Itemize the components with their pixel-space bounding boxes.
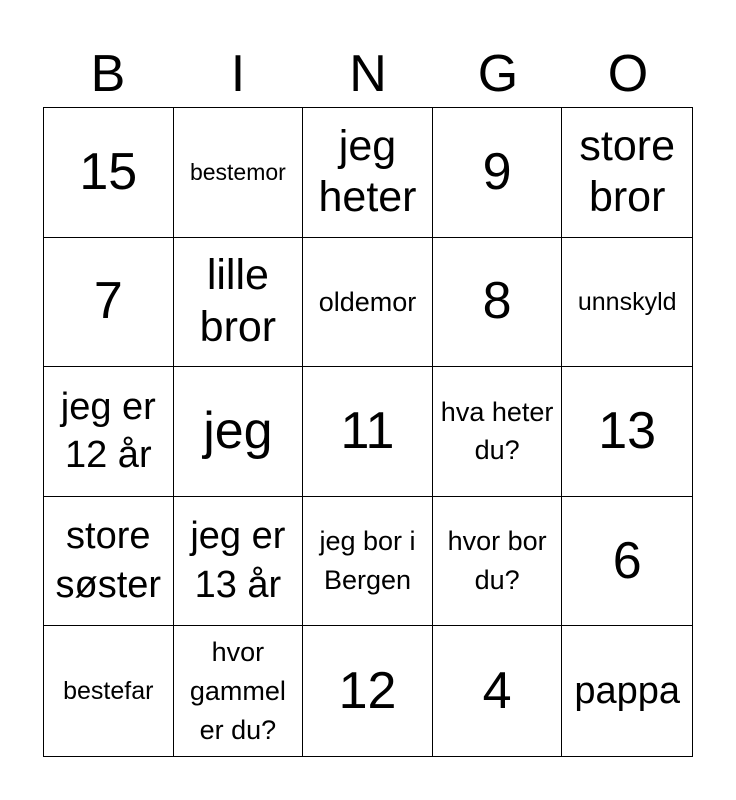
bingo-cell[interactable]	[433, 497, 563, 627]
bingo-cell[interactable]	[44, 497, 174, 627]
bingo-cell[interactable]	[44, 108, 174, 238]
bingo-cell-text: 12	[338, 661, 397, 720]
bingo-cell-text: bestemor	[189, 158, 286, 185]
bingo-cell[interactable]	[303, 626, 433, 756]
bingo-cell-text: 7	[93, 272, 123, 331]
bingo-cell[interactable]	[562, 626, 692, 756]
bingo-cell[interactable]	[174, 626, 304, 756]
bingo-cell[interactable]	[562, 238, 692, 368]
bingo-cell-text: jeg er 12 år	[60, 385, 156, 477]
bingo-header	[43, 42, 693, 106]
bingo-card-grid	[43, 107, 693, 757]
bingo-cell-text: store bror	[579, 121, 675, 222]
bingo-cell-text: store søster	[55, 515, 162, 607]
bingo-cell-text: jeg	[203, 401, 273, 460]
bingo-cell[interactable]	[44, 367, 174, 497]
bingo-cell[interactable]	[303, 238, 433, 368]
header-letter-i: I	[230, 45, 246, 103]
bingo-cell-text: lille bror	[199, 251, 277, 351]
bingo-cell[interactable]	[433, 626, 563, 756]
bingo-cell[interactable]	[303, 108, 433, 238]
header-letter-g: G	[477, 45, 519, 103]
header-letter-b: B	[90, 45, 126, 103]
bingo-cell[interactable]	[562, 108, 692, 238]
bingo-cell-text: 6	[612, 531, 642, 590]
bingo-cell[interactable]	[174, 497, 304, 627]
bingo-cell[interactable]	[433, 108, 563, 238]
bingo-cell-text: bestefar	[63, 676, 154, 705]
bingo-cell-text: unnskyld	[577, 287, 677, 316]
bingo-cell[interactable]	[44, 626, 174, 756]
bingo-cell[interactable]	[562, 497, 692, 627]
bingo-cell-text: jeg bor i Bergen	[319, 526, 416, 596]
bingo-cell[interactable]	[44, 238, 174, 368]
bingo-cell-text: hvor bor du?	[447, 526, 547, 596]
bingo-cell-text: hva heter du?	[440, 396, 554, 466]
bingo-cell-text: oldemor	[318, 286, 417, 317]
bingo-cell-text: 11	[340, 401, 395, 460]
bingo-cell[interactable]	[174, 108, 304, 238]
bingo-cell-text: hvor gammel er du?	[189, 637, 286, 745]
header-letter-n: N	[349, 45, 387, 103]
bingo-cell-text: 4	[482, 661, 512, 720]
bingo-cell-text: jeg heter	[318, 121, 417, 222]
bingo-cell[interactable]	[562, 367, 692, 497]
bingo-cell-text: 13	[598, 401, 657, 460]
bingo-cell-text: 9	[482, 142, 512, 201]
header-letter-o: O	[607, 45, 649, 103]
bingo-cell[interactable]	[433, 367, 563, 497]
bingo-cell[interactable]	[303, 367, 433, 497]
bingo-cell[interactable]	[303, 497, 433, 627]
bingo-cell[interactable]	[174, 367, 304, 497]
bingo-cell[interactable]	[174, 238, 304, 368]
bingo-cell-text: pappa	[574, 669, 681, 712]
bingo-cell-text: 8	[482, 272, 512, 331]
bingo-cell-text: 15	[79, 142, 138, 201]
bingo-cell-text: jeg er 13 år	[190, 515, 286, 607]
bingo-cell[interactable]	[433, 238, 563, 368]
